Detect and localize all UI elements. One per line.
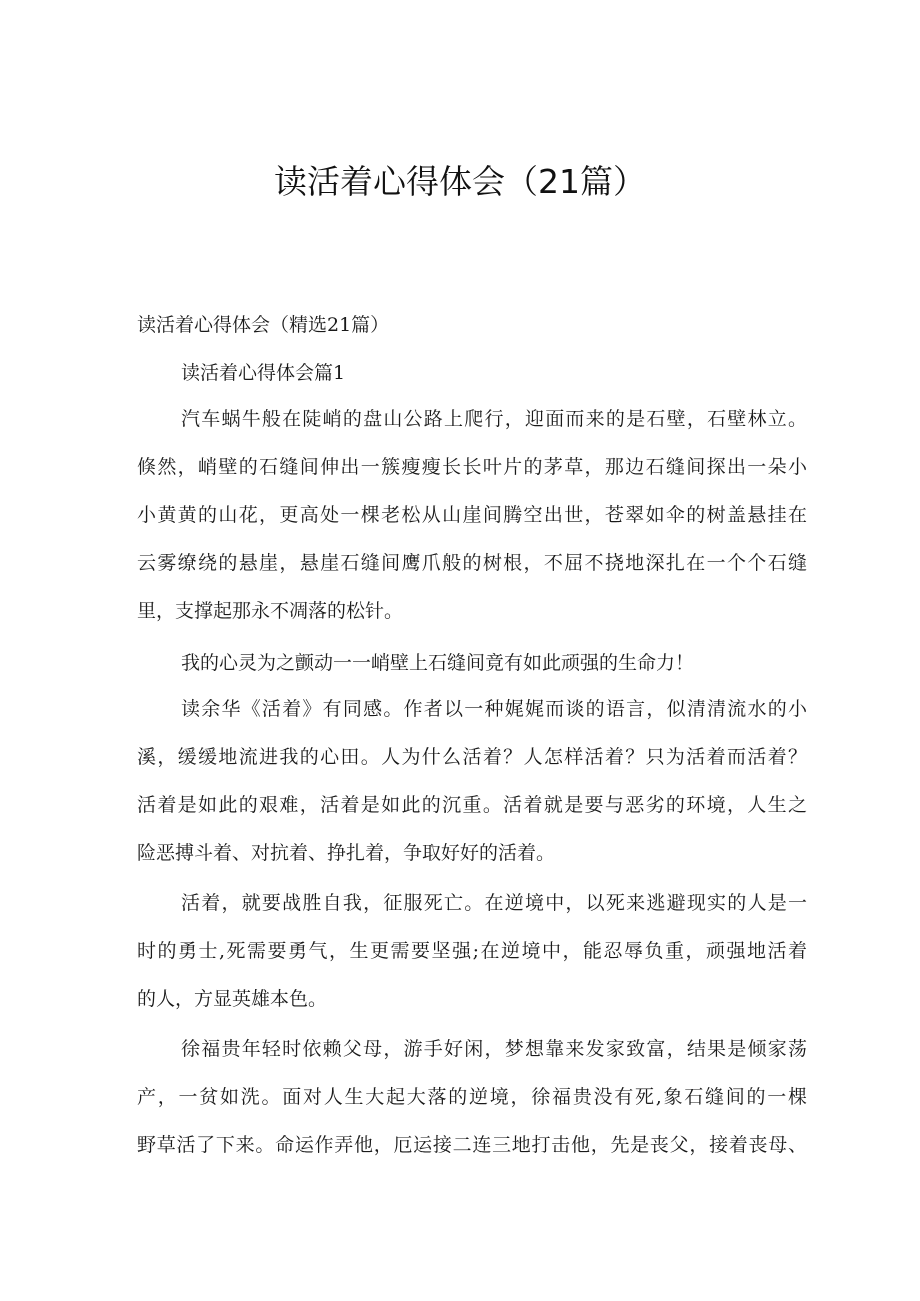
paragraph-line: 产，一贫如洗。面对人生大起大落的逆境，徐福贵没有死,象石缝间的一棵 (137, 1086, 807, 1108)
paragraph-line: 里，支撑起那永不凋落的松针。 (137, 600, 404, 622)
paragraph-line: 读余华《活着》有同感。作者以一种娓娓而谈的语言，似清清流水的小 (181, 698, 807, 720)
paragraph-line: 小黄黄的山花，更高处一棵老松从山崖间腾空出世，苍翠如伞的树盖悬挂在 (137, 504, 807, 526)
paragraph-line: 时的勇士,死需要勇气，生更需要坚强;在逆境中，能忍辱负重，顽强地活着 (137, 940, 807, 962)
paragraph-line: 汽车蜗牛般在陡峭的盘山公路上爬行，迎面而来的是石壁，石壁林立。 (181, 408, 807, 430)
paragraph-line: 我的心灵为之颤动一一峭壁上石缝间竟有如此顽强的生命力！ (181, 652, 695, 674)
document-title: 读活着心得体会（21篇） (274, 162, 646, 201)
paragraph-line: 溪，缓缓地流进我的心田。人为什么活着？人怎样活着？只为活着而活着？ (137, 746, 807, 768)
paragraph-line: 徐福贵年轻时依赖父母，游手好闲，梦想靠来发家致富，结果是倾家荡 (181, 1038, 807, 1060)
paragraph-line: 野草活了下来。命运作弄他，厄运接二连三地打击他，先是丧父，接着丧母、 (137, 1134, 807, 1156)
paragraph-line: 的人，方显英雄本色。 (137, 988, 328, 1010)
paragraph-line: 活着是如此的艰难，活着是如此的沉重。活着就是要与恶劣的环境，人生之 (137, 794, 807, 816)
section-heading: 读活着心得体会篇1 (181, 362, 346, 384)
subtitle: 读活着心得体会（精选21篇） (137, 314, 390, 336)
paragraph-line: 活着，就要战胜自我，征服死亡。在逆境中，以死来逃避现实的人是一 (181, 892, 807, 914)
paragraph-line: 云雾缭绕的悬崖，悬崖石缝间鹰爪般的树根，不屈不挠地深扎在一个个石缝 (137, 552, 807, 574)
paragraph-line: 险恶搏斗着、对抗着、挣扎着，争取好好的活着。 (137, 842, 556, 864)
paragraph-line: 倏然，峭壁的石缝间伸出一簇瘦瘦长长叶片的茅草，那边石缝间探出一朵小 (137, 456, 807, 478)
